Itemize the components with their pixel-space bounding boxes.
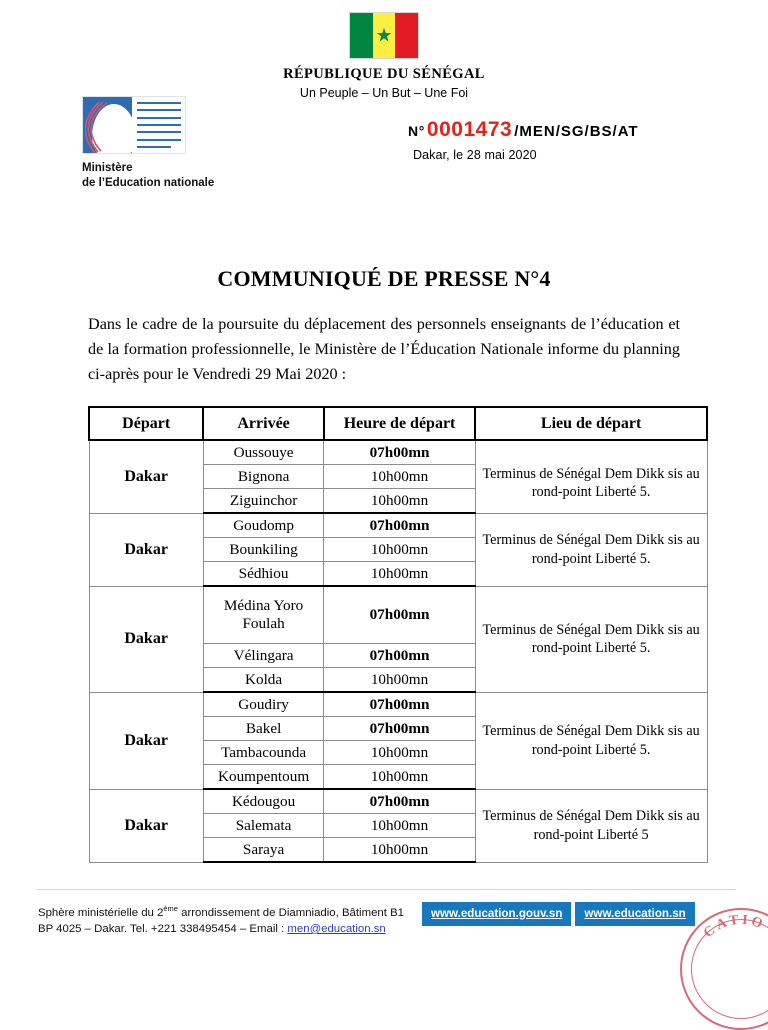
column-header-lieu: Lieu de départ bbox=[475, 407, 707, 440]
column-header-heure: Heure de départ bbox=[324, 407, 475, 440]
table-row bbox=[89, 789, 707, 814]
footer-address-line1 bbox=[38, 904, 404, 921]
address-text-before: Sphère ministérielle du 2 bbox=[38, 906, 164, 919]
reference-prefix: N° bbox=[408, 123, 425, 139]
column-header-depart: Départ bbox=[89, 407, 203, 440]
cell-arrivee: Koumpentoum bbox=[203, 765, 324, 790]
contact-text: BP 4025 – Dakar. Tel. +221 338495454 – Email : bbox=[38, 922, 288, 935]
cell-heure: 10h00mn bbox=[324, 765, 475, 790]
table-header-row bbox=[89, 407, 707, 440]
cell-arrivee: Saraya bbox=[203, 838, 324, 863]
flag-band-green bbox=[350, 13, 373, 58]
table-row bbox=[89, 692, 707, 717]
footer-link-education-gouv[interactable] bbox=[422, 902, 571, 926]
senegal-flag-icon bbox=[349, 12, 419, 59]
cell-heure: 07h00mn bbox=[324, 513, 475, 538]
cell-heure: 10h00mn bbox=[324, 814, 475, 838]
cell-arrivee: Goudomp bbox=[203, 513, 324, 538]
cell-arrivee: Kolda bbox=[203, 668, 324, 693]
table-row bbox=[89, 586, 707, 644]
cell-heure: 07h00mn bbox=[324, 440, 475, 465]
page-line bbox=[137, 124, 181, 126]
ministry-name-line1: Ministère bbox=[82, 162, 133, 174]
reference-block bbox=[408, 118, 639, 162]
page-line bbox=[137, 117, 181, 119]
cell-arrivee: Bounkiling bbox=[203, 538, 324, 562]
cell-arrivee: Bakel bbox=[203, 717, 324, 741]
cell-heure: 10h00mn bbox=[324, 668, 475, 693]
cell-heure: 07h00mn bbox=[324, 789, 475, 814]
cell-depart: Dakar bbox=[89, 789, 203, 862]
cell-arrivee: Sédhiou bbox=[203, 562, 324, 587]
document-header bbox=[0, 0, 768, 100]
logo-page-panel bbox=[132, 97, 185, 153]
cell-arrivee: Vélingara bbox=[203, 644, 324, 668]
flag-star-icon: ★ bbox=[375, 25, 393, 46]
cell-heure: 07h00mn bbox=[324, 586, 475, 644]
cell-lieu: Terminus de Sénégal Dem Dikk sis au rond-point Liberté 5. bbox=[475, 513, 707, 586]
schedule-table-body bbox=[89, 440, 707, 862]
ministry-logo-block bbox=[82, 96, 312, 192]
cell-heure: 10h00mn bbox=[324, 838, 475, 863]
logo-face-panel bbox=[83, 97, 132, 153]
footer-links bbox=[422, 902, 695, 926]
cell-arrivee: Kédougou bbox=[203, 789, 324, 814]
cell-depart: Dakar bbox=[89, 513, 203, 586]
column-header-arrivee: Arrivée bbox=[203, 407, 324, 440]
address-ordinal-sup: ème bbox=[163, 904, 178, 913]
cell-heure: 10h00mn bbox=[324, 741, 475, 765]
schedule-table bbox=[88, 406, 708, 863]
cell-heure: 10h00mn bbox=[324, 562, 475, 587]
cell-lieu: Terminus de Sénégal Dem Dikk sis au rond-point Liberté 5. bbox=[475, 586, 707, 692]
reference-number: 0001473 bbox=[426, 118, 513, 141]
flag-band-red bbox=[395, 13, 418, 58]
reference-line bbox=[408, 118, 639, 142]
document-footer bbox=[38, 902, 738, 937]
footer-link-label: www.education.sn bbox=[584, 907, 686, 920]
cell-heure: 07h00mn bbox=[324, 717, 475, 741]
flag-band-yellow bbox=[373, 13, 396, 58]
place-and-date: Dakar, le 28 mai 2020 bbox=[413, 148, 537, 162]
cell-lieu: Terminus de Sénégal Dem Dikk sis au rond-point Liberté 5 bbox=[475, 789, 707, 862]
republic-title: RÉPUBLIQUE DU SÉNÉGAL bbox=[283, 66, 485, 82]
page-line bbox=[137, 139, 181, 141]
cell-arrivee: Médina Yoro Foulah bbox=[203, 586, 324, 644]
cell-lieu: Terminus de Sénégal Dem Dikk sis au rond-point Liberté 5. bbox=[475, 692, 707, 789]
cell-heure: 07h00mn bbox=[324, 692, 475, 717]
ministry-name-line2: de l’Education nationale bbox=[82, 177, 215, 190]
ministry-name bbox=[82, 161, 312, 192]
cell-depart: Dakar bbox=[89, 440, 203, 513]
footer-link-education[interactable] bbox=[575, 902, 694, 926]
cell-heure: 10h00mn bbox=[324, 538, 475, 562]
cell-depart: Dakar bbox=[89, 586, 203, 692]
cell-lieu: Terminus de Sénégal Dem Dikk sis au rond-point Liberté 5. bbox=[475, 440, 707, 513]
schedule-table-wrapper bbox=[88, 406, 708, 863]
cell-arrivee: Bignona bbox=[203, 465, 324, 489]
national-motto: Un Peuple – Un But – Une Foi bbox=[299, 86, 469, 100]
cell-arrivee: Oussouye bbox=[203, 440, 324, 465]
table-row bbox=[89, 513, 707, 538]
cell-heure: 07h00mn bbox=[324, 644, 475, 668]
footer-address-line2 bbox=[38, 921, 404, 937]
table-row bbox=[89, 440, 707, 465]
page-line bbox=[137, 131, 181, 133]
hair-strokes-icon bbox=[85, 101, 111, 153]
address-text-after: arrondissement de Diamniadio, Bâtiment B1 bbox=[177, 906, 404, 919]
footer-divider bbox=[36, 889, 736, 890]
cell-arrivee: Goudiry bbox=[203, 692, 324, 717]
cell-heure: 10h00mn bbox=[324, 465, 475, 489]
footer-email-link[interactable]: men@education.sn bbox=[287, 922, 386, 935]
stamp-text: CATIO bbox=[701, 912, 768, 941]
intro-paragraph: Dans le cadre de la poursuite du déplacement des personnels enseignants de l’éducation et de la formation professionnelle, le Ministère de l’Éducation Nationale informe du planning ci-après pour le Vendredi 29 Mai 2020 : bbox=[88, 315, 680, 384]
reference-suffix: /MEN/SG/BS/AT bbox=[514, 123, 639, 140]
footer-address bbox=[38, 902, 404, 937]
cell-arrivee: Tambacounda bbox=[203, 741, 324, 765]
cell-heure: 10h00mn bbox=[324, 489, 475, 514]
page-line bbox=[137, 109, 181, 111]
cell-arrivee: Salemata bbox=[203, 814, 324, 838]
page-line bbox=[137, 102, 181, 104]
cell-arrivee: Ziguinchor bbox=[203, 489, 324, 514]
cell-depart: Dakar bbox=[89, 692, 203, 789]
footer-link-label: www.education.gouv.sn bbox=[431, 907, 563, 920]
page-title: COMMUNIQUÉ DE PRESSE N°4 bbox=[217, 266, 551, 291]
page-line bbox=[137, 146, 171, 148]
ministry-logo-icon bbox=[82, 96, 186, 154]
